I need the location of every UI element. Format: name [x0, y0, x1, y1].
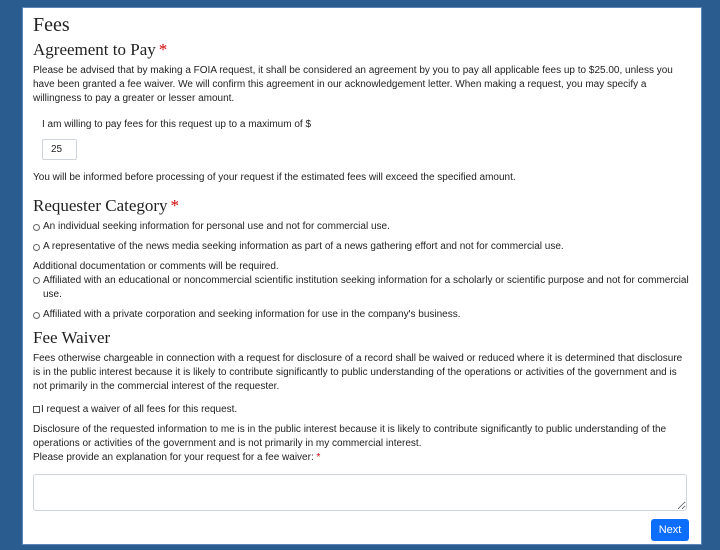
waiver-checkbox[interactable] — [33, 406, 40, 413]
required-marker: * — [170, 196, 180, 215]
waiver-explain-label-text: Please provide an explanation for your request for a fee waiver: — [33, 452, 314, 463]
next-button[interactable]: Next — [651, 519, 689, 541]
additional-documentation-note: Additional documentation or comments will be required. — [33, 261, 279, 272]
waiver-text: Fees otherwise chargeable in connection with a request for disclosure of a record shall be waived or reduced where it is determined that disclosure is in the public interest because it is likely to contribute significantly to public understanding of the operations or activities of the government and is not primarily in the commercial interest of the requester. — [33, 353, 683, 392]
agreement-heading-text: Agreement to Pay — [33, 40, 156, 59]
agreement-heading — [33, 40, 691, 60]
radio-button[interactable] — [33, 244, 40, 251]
waiver-statement: Disclosure of the requested information to me is in the public interest because it is likely to contribute significantly to public understanding of the operations or activities of the government and is not primarily in my commercial interest. — [33, 424, 667, 449]
required-marker: * — [316, 452, 321, 463]
requester-option-corporation[interactable] — [33, 308, 691, 322]
requester-option-label: Affiliated with an educational or noncommercial scientific institution seeking information for a scholarly or scientific purpose and not for commercial use. — [43, 275, 689, 300]
fee-notice: You will be informed before processing of your request if the estimated fees will exceed the specified amount. — [33, 172, 516, 183]
requester-heading — [33, 196, 691, 216]
radio-button[interactable] — [33, 312, 40, 319]
max-fee-group — [42, 118, 691, 160]
required-marker: * — [158, 40, 168, 59]
requester-heading-text: Requester Category — [33, 196, 168, 215]
requester-option-individual[interactable] — [33, 220, 691, 234]
requester-option-news-media[interactable] — [33, 240, 691, 254]
requester-option-educational[interactable] — [33, 274, 691, 302]
requester-option-label: Affiliated with a private corporation and seeking information for use in the company's business. — [43, 309, 461, 320]
radio-button[interactable] — [33, 277, 40, 284]
fees-form-panel — [22, 7, 702, 545]
radio-button[interactable] — [33, 224, 40, 231]
agreement-text: Please be advised that by making a FOIA request, it shall be considered an agreement by you to pay all applicable fees up to $25.00, unless you have been granted a fee waiver. We will confirm this agreement in our acknowledgement letter. When making a request, you may specify a willingness to pay a greater or lesser amount. — [33, 65, 673, 104]
max-fee-input[interactable] — [42, 139, 77, 160]
section-title: Fees — [33, 14, 70, 36]
waiver-checkbox-row[interactable] — [33, 403, 691, 417]
waiver-explanation-textarea[interactable] — [33, 474, 687, 511]
max-fee-label: I am willing to pay fees for this request up to a maximum of $ — [42, 119, 312, 130]
requester-option-label: An individual seeking information for personal use and not for commercial use. — [43, 221, 390, 232]
waiver-explain-label — [33, 451, 691, 465]
requester-option-label: A representative of the news media seeking information as part of a news gathering effort and not for commercial use. — [43, 241, 564, 252]
waiver-heading: Fee Waiver — [33, 328, 111, 347]
waiver-checkbox-label: I request a waiver of all fees for this request. — [41, 404, 238, 415]
